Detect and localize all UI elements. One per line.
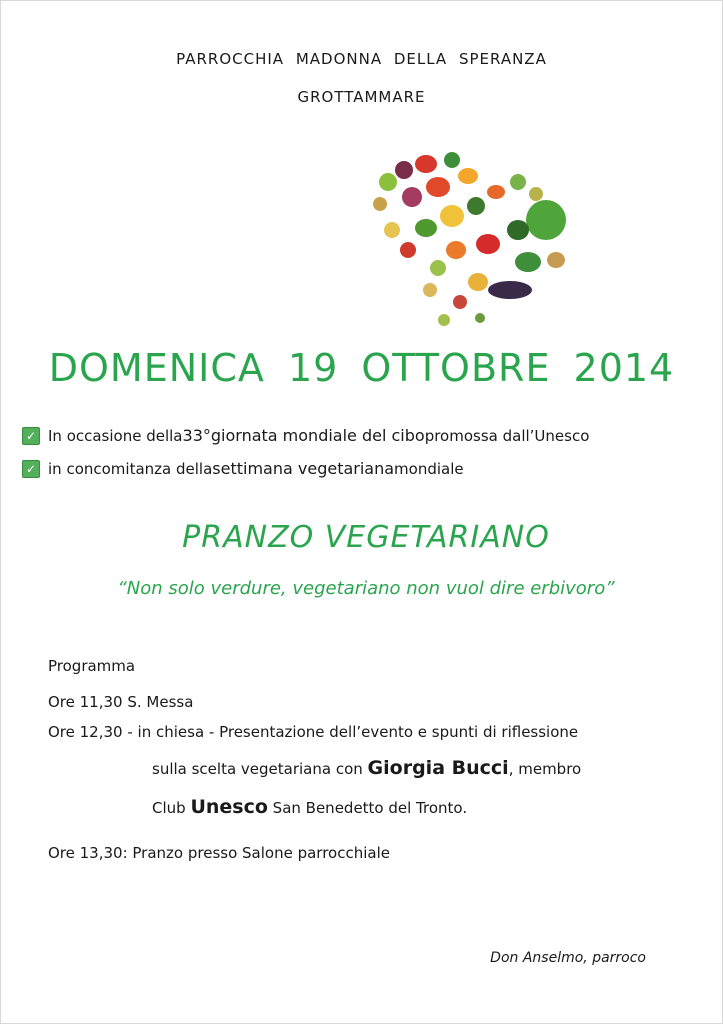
bullet-emphasis: settimana vegetariana bbox=[212, 459, 395, 478]
vegetable-heart-illustration bbox=[368, 142, 576, 332]
signature: Don Anselmo, parroco bbox=[490, 950, 646, 966]
parish-name: PARROCCHIA MADONNA DELLA SPERANZA bbox=[176, 50, 547, 68]
program-item-club bbox=[152, 796, 467, 818]
checkbox-checked-icon: ✓ bbox=[22, 427, 40, 445]
program-text: Club bbox=[152, 799, 191, 817]
program-heading: Programma bbox=[48, 657, 136, 675]
event-motto: “Non solo verdure, vegetariano non vuol dire erbivoro” bbox=[117, 578, 615, 599]
program-item-mass: Ore 11,30 S. Messa bbox=[48, 693, 194, 711]
program-item-presentation-cont bbox=[152, 757, 581, 779]
program-item-presentation: Ore 12,30 - in chiesa - Presentazione dell’evento e spunti di riflessione bbox=[48, 723, 579, 741]
program-text: sulla scelta vegetariana con bbox=[152, 760, 368, 778]
event-title: PRANZO VEGETARIANO bbox=[182, 520, 550, 555]
occasion-bullet bbox=[22, 426, 589, 445]
club-name: Unesco bbox=[190, 796, 268, 818]
concomitance-bullet bbox=[22, 459, 464, 478]
speaker-name: Giorgia Bucci bbox=[367, 757, 509, 779]
bullet-text: promossa dall’Unesco bbox=[424, 426, 590, 445]
bullet-text: mondiale bbox=[394, 459, 464, 478]
bullet-text: In occasione della bbox=[48, 426, 183, 445]
program-text: San Benedetto del Tronto. bbox=[267, 799, 468, 817]
event-date: DOMENICA 19 OTTOBRE 2014 bbox=[48, 346, 675, 390]
checkbox-checked-icon: ✓ bbox=[22, 460, 40, 478]
bullet-text: in concomitanza della bbox=[48, 459, 213, 478]
town-name: GROTTAMMARE bbox=[297, 88, 426, 106]
program-item-lunch: Ore 13,30: Pranzo presso Salone parrocchiale bbox=[48, 844, 390, 862]
bullet-emphasis: 33°giornata mondiale del cibo bbox=[182, 426, 425, 445]
program-text: , membro bbox=[508, 760, 582, 778]
